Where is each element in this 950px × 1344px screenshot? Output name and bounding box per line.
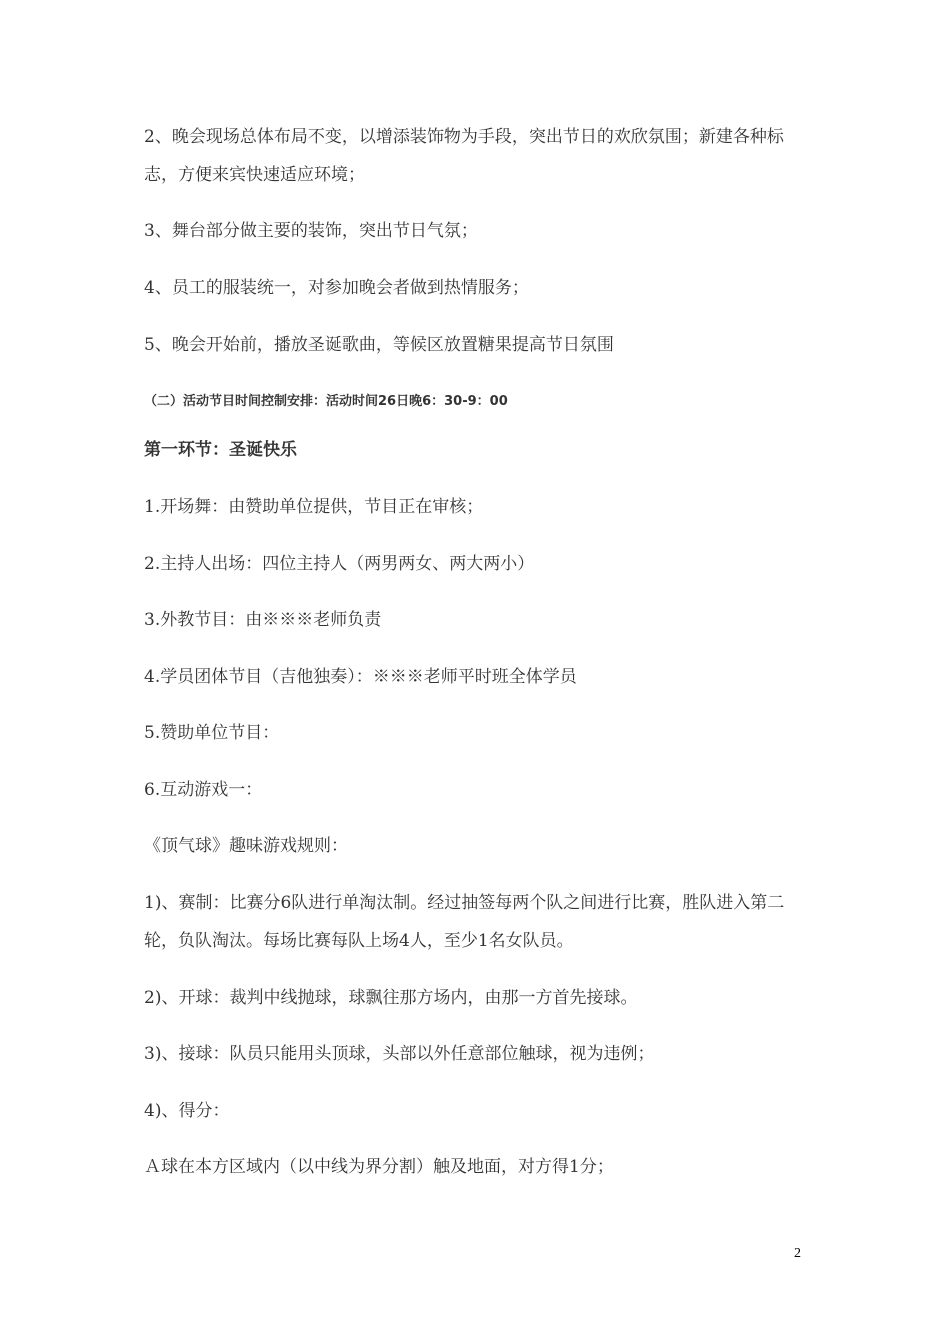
section-heading-schedule: （二）活动节目时间控制安排：活动时间26日晚6：30-9：00 [144, 394, 508, 409]
program-item-6: 6.互动游戏一： [144, 780, 263, 800]
game-rules-title: 《顶气球》趣味游戏规则： [144, 836, 348, 856]
rule-scoring-a: Ａ球在本方区域内（以中线为界分割）触及地面，对方得1分； [144, 1157, 614, 1177]
paragraph-venue-layout: 2、晚会现场总体布局不变，以增添装饰物为手段，突出节日的欢欣氛围；新建各种标志，方便来宾快速适应环境； [144, 127, 784, 185]
paragraph-pre-show-music: 5、晚会开始前，播放圣诞歌曲，等候区放置糖果提高节日氛围 [144, 335, 614, 355]
program-item-2: 2.主持人出场：四位主持人（两男两女、两大两小） [144, 554, 535, 574]
program-item-1: 1.开场舞：由赞助单位提供，节目正在审核； [144, 497, 484, 517]
rule-kickoff: 2)、开球：裁判中线抛球，球飘往那方场内，由那一方首先接球。 [144, 988, 638, 1008]
rule-scoring: 4)、得分： [144, 1101, 230, 1121]
rule-receive: 3)、接球：队员只能用头顶球，头部以外任意部位触球，视为违例； [144, 1044, 655, 1064]
page-number: 2 [794, 1246, 801, 1261]
program-item-4: 4.学员团体节目（吉他独奏）：※※※老师平时班全体学员 [144, 667, 577, 687]
paragraph-staff-uniform: 4、员工的服装统一，对参加晚会者做到热情服务； [144, 278, 529, 298]
paragraph-stage-decoration: 3、舞台部分做主要的装饰，突出节日气氛； [144, 221, 478, 241]
program-item-3: 3.外教节目：由※※※老师负责 [144, 610, 382, 630]
segment-heading: 第一环节：圣诞快乐 [144, 440, 297, 460]
rule-format: 1)、赛制：比赛分6队进行单淘汰制。经过抽签每两个队之间进行比赛，胜队进入第二轮，负队淘汰。每场比赛每队上场4人，至少1名女队员。 [144, 893, 785, 951]
program-item-5: 5.赞助单位节目： [144, 723, 280, 743]
